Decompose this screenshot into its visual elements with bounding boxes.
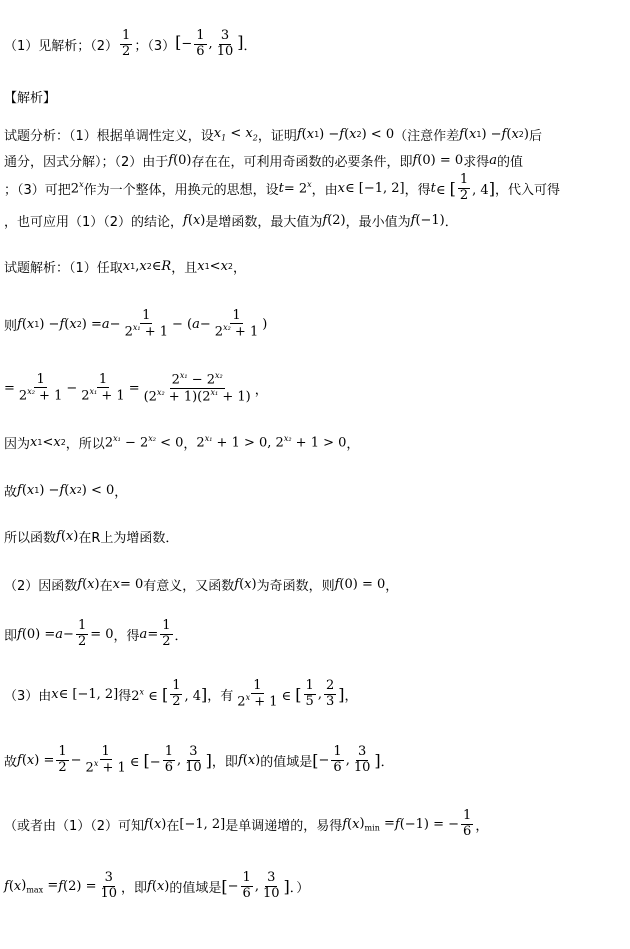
- math: $x_1 < x_2$: [213, 125, 258, 143]
- text: 存在在，可利用奇函数的必要条件，即: [191, 154, 413, 170]
- text: 故: [4, 754, 18, 770]
- answer-line: [4, 24, 257, 64]
- answer-part2: ；（3）: [134, 38, 176, 54]
- analysis-line-3: ；（3）可把 2$^x$ 作为一个整体，用换元的思想，设 t = $2^x$ ，由 x ∈ [−1, 2] ，得 t ∈ [ $\frac{1}{2}$ , 4] ，代入可得: [4, 172, 560, 203]
- text: ，最小值为: [345, 214, 411, 230]
- text: 的值域是: [169, 880, 222, 896]
- math: f: [296, 126, 302, 142]
- text: ，: [385, 578, 399, 594]
- solution-line-1: 试题解析：（1）任取 x 1 , x 2 ∈ R ，且 x 1 < x 2 ，: [4, 258, 247, 276]
- fraction-1-2: $\frac{1}{2}$: [122, 28, 131, 59]
- text: ，: [183, 436, 197, 452]
- text: 所以函数: [4, 530, 57, 546]
- text: 则: [4, 318, 18, 334]
- text: ，所以: [65, 436, 105, 452]
- solution-line-6: 所以函数 f ( x ) 在R上为增函数．: [4, 528, 179, 546]
- solution-line-8: 即 f (0) = a − $\frac{1}{2}$ = 0 ，得 a = $\frac{1}{2}$ ．: [4, 618, 188, 649]
- answer-part3: ．: [243, 38, 257, 54]
- text: 求得: [463, 154, 490, 170]
- text: ，有: [207, 688, 234, 704]
- text: 作为一个整体，用换元的思想，设: [83, 182, 279, 198]
- text: ，即: [121, 880, 148, 896]
- solution-line-10: 故 f ( x ) = $\frac{1}{2}$ − $\frac{1}{2^x + 1}$ ∈ [− $\frac{1}{6}$ , $\frac{3}{10}$ ] ，即 f ( x ) 的值域是 [ − $\frac{1}{6}$ , $\frac{3}{10}$ ] ．: [4, 743, 394, 776]
- text: 是增函数，最大值为: [205, 214, 323, 230]
- text: ，: [346, 436, 360, 452]
- text: 是单调递增的，易得: [225, 818, 343, 834]
- analysis-line-2: 通分，因式分解）；（2）由于 f (0) 存在在，可利用奇函数的必要条件，即 f (0) = 0 求得 a 的值: [4, 152, 523, 170]
- text: 因为: [4, 436, 31, 452]
- text: （3）由: [4, 688, 52, 704]
- text: ．）: [289, 880, 310, 896]
- text: 的值域是: [260, 754, 313, 770]
- solution-line-3: = $\frac{1}{2^{x_2} + 1}$ − $\frac{1}{2^{x_1} + 1}$ = $\frac{2^{x_1} - 2^{x_2}}{(2^{x_2} + 1)(2^{x_1} + 1)}$ ，: [4, 370, 268, 404]
- text: 故: [4, 484, 18, 500]
- text: ．: [380, 754, 394, 770]
- solution-line-12: f ( x )$_{max}$ = f (2) = $\frac{3}{10}$ ，即 f ( x ) 的值域是 [ − $\frac{1}{6}$ , $\frac{3}{10}$ ] ．）: [4, 870, 310, 901]
- text: ，由: [311, 182, 338, 198]
- text: ，代入可得: [494, 182, 560, 198]
- text: （或者由（1）（2）可知: [4, 818, 145, 834]
- text: ，: [344, 688, 358, 704]
- solution-line-9: （3）由 x ∈ [−1, 2] 得 2$^x$ ∈ [ $\frac{1}{2}$ , 4] ，有 $\frac{1}{2^x + 1}$ ∈ [ $\frac{1}{5}$ , $\frac{2}{3}$ ] ，: [4, 677, 358, 710]
- text: ，: [475, 818, 489, 834]
- text: ，得: [113, 628, 140, 644]
- text: ．: [444, 214, 458, 230]
- text: ；（3）可把: [4, 182, 71, 198]
- solution-line-11: （或者由（1）（2）可知 f ( x ) 在 [−1, 2] 是单调递增的，易得 f ( x )$_{min}$ = f (−1) = − $\frac{1}{6}$ ，: [4, 808, 489, 839]
- text: 在: [99, 578, 113, 594]
- text: ，证明: [257, 128, 297, 144]
- text: 的值: [496, 154, 523, 170]
- text: ，也可应用（1）（2）的结论，: [4, 214, 184, 230]
- section-heading: [4, 76, 56, 116]
- solution-line-2: 则 f ( x 1 ) − f ( x 2 ) = a − $\frac{1}{2^{x_1} + 1}$ − ( a − $\frac{1}{2^{x_2} + 1}$ ): [4, 307, 268, 340]
- text: ，即: [211, 754, 238, 770]
- text: （注意作差: [394, 128, 460, 144]
- text: 后: [528, 128, 542, 144]
- text: ，: [254, 382, 268, 398]
- text: ，: [114, 484, 128, 500]
- text: 在: [166, 818, 180, 834]
- text: ，: [233, 260, 247, 276]
- text: （2）因函数: [4, 578, 78, 594]
- answer-part1: （1）见解析；（2）: [4, 38, 119, 54]
- solution-line-5: 故 f ( x 1 ) − f ( x 2 ) < 0 ，: [4, 482, 128, 500]
- text: 得: [118, 688, 132, 704]
- text: 试题分析：（1）根据单调性定义，设: [4, 128, 214, 144]
- text: 即: [4, 628, 18, 644]
- text: ．: [174, 628, 188, 644]
- solution-line-4: 因为 x 1 < x 2 ，所以 $2^{x_1} - 2^{x_2} < 0$ ， $2^{x_1} + 1 > 0$, $2^{x_2} + 1 > 0$ ，: [4, 433, 360, 452]
- text: 试题解析：（1）任取: [4, 260, 123, 276]
- text: 有意义，又函数: [143, 578, 235, 594]
- text: 通分，因式分解）；（2）由于: [4, 154, 169, 170]
- text: ，且: [171, 260, 198, 276]
- answer-range: [− $\frac{1}{6}$ , $\frac{3}{10}$ ]: [175, 28, 244, 59]
- analysis-line-1: 试题分析：（1）根据单调性定义，设 $x_1 < x_2$ ，证明 f ( x 1 ) − f ( x 2 ) < 0 （注意作差 f ( x 1 ) − f ( x 2 ) 后: [4, 125, 542, 144]
- text: 为奇函数，则: [256, 578, 335, 594]
- analysis-line-4: ，也可应用（1）（2）的结论， f ( x ) 是增函数，最大值为 f (2) ，最小值为 f (−1) ．: [4, 212, 458, 230]
- solution-line-7: （2）因函数 f ( x ) 在 x = 0 有意义，又函数 f ( x ) 为奇函数，则 f (0) = 0 ，: [4, 576, 399, 594]
- text: ，得: [404, 182, 431, 198]
- text: 在R上为增函数．: [78, 530, 179, 546]
- heading-text: 【解析】: [4, 90, 57, 106]
